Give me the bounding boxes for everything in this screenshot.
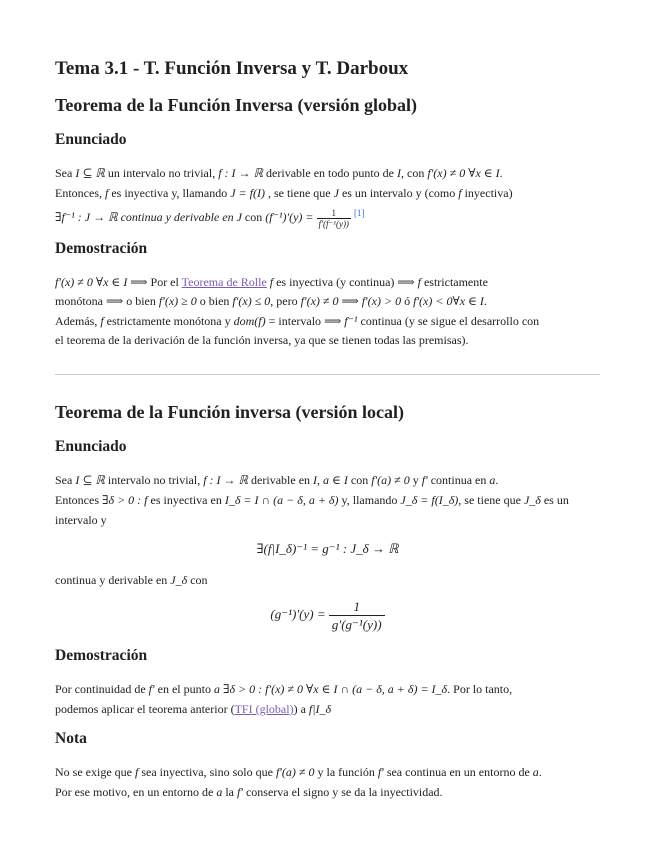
demostracion-heading-global: Demostración (55, 240, 148, 257)
demostracion-local-line2: podemos aplicar el teorema anterior (TFI (global)) a f|I_δ (55, 702, 332, 716)
page-title: Tema 3.1 - T. Función Inversa y T. Darboux (55, 58, 409, 79)
demostracion-global-line4: el teorema de la derivación de la función inversa, ya que se tienen todas las premisas). (55, 333, 469, 347)
demostracion-heading-local: Demostración (55, 647, 148, 664)
section-heading-local: Teorema de la Función inversa (versión local) (55, 402, 404, 422)
demostracion-global-line1: f′(x) ≠ 0 ∀x ∈ I ⟹ Por el Teorema de Rolle f es inyectiva (y continua) ⟹ f estrictamente (55, 275, 488, 289)
enunciado-local-line3: intervalo y (55, 513, 107, 527)
enunciado-heading-global: Enunciado (55, 131, 127, 148)
nota-line2: Por ese motivo, en un entorno de a la f′ conserva el signo y se da la inyectividad. (55, 785, 443, 799)
tfi-global-link[interactable]: TFI (global) (234, 702, 294, 716)
enunciado-local-line1: Sea I ⊆ ℝ intervalo no trivial, f : I → ℝ derivable en I, a ∈ I con f′(a) ≠ 0 y f′ continua en a. (55, 473, 499, 487)
enunciado-heading-local: Enunciado (55, 438, 127, 455)
nota-line1: No se exige que f sea inyectiva, sino solo que f′(a) ≠ 0 y la función f′ sea continua en un entorno de a. (55, 765, 542, 779)
display-equation-derivative: (g⁻¹)′(y) = $\frac{1}{\text{g′(g⁻¹(y))}}$ (0, 598, 655, 633)
enunciado-global-line1: Sea I ⊆ ℝ un intervalo no trivial, f : I → ℝ derivable en todo punto de I, con f′(x) ≠ 0 ∀x ∈ I. (55, 166, 503, 180)
enunciado-local-line4: continua y derivable en J_δ con (55, 573, 208, 587)
enunciado-local-line2: Entonces ∃δ > 0 : f es inyectiva en I_δ = I ∩ (a − δ, a + δ) y, llamando J_δ = f(I_δ), se tiene que J_δ es un (55, 493, 569, 507)
demostracion-global-line3: Además, f estrictamente monótona y dom(f) = intervalo ⟹ f⁻¹ continua (y se sigue el desarrollo con (55, 314, 540, 328)
section-heading-global: Teorema de la Función Inversa (versión global) (55, 95, 418, 115)
rolle-theorem-link[interactable]: Teorema de Rolle (181, 275, 267, 289)
demostracion-global-line2: monótona ⟹ o bien f′(x) ≥ 0 o bien f′(x) ≤ 0, pero f′(x) ≠ 0 ⟹ f′(x) > 0 ó f′(x) < 0∀x ∈ I. (55, 294, 487, 308)
reference-link-1[interactable]: [1] (353, 208, 365, 218)
section-divider (55, 374, 600, 375)
derivative-inverse-fraction: $\frac{1}{\text{f′(f⁻¹(y))}}$ (318, 207, 349, 229)
display-equation-inverse: ∃(f|I_δ)⁻¹ = g⁻¹ : J_δ → ℝ (256, 541, 399, 556)
nota-heading: Nota (55, 730, 87, 747)
demostracion-local-line1: Por continuidad de f′ en el punto a ∃δ > 0 : f′(x) ≠ 0 ∀x ∈ I ∩ (a − δ, a + δ) = I_δ. Por lo tanto, (55, 682, 513, 696)
derivative-g-inverse-fraction: $\frac{1}{\text{g′(g⁻¹(y))}}$ (329, 598, 385, 633)
enunciado-global-line3: ∃f⁻¹ : J → ℝ continua y derivable en J con (f⁻¹)′(y) = $\frac{1}{\text{f′(f⁻¹(y))}}$ [1] (55, 207, 365, 229)
enunciado-global-line2: Entonces, f es inyectiva y, llamando J = f(I) , se tiene que J es un intervalo y (como f inyectiva) (55, 186, 513, 200)
